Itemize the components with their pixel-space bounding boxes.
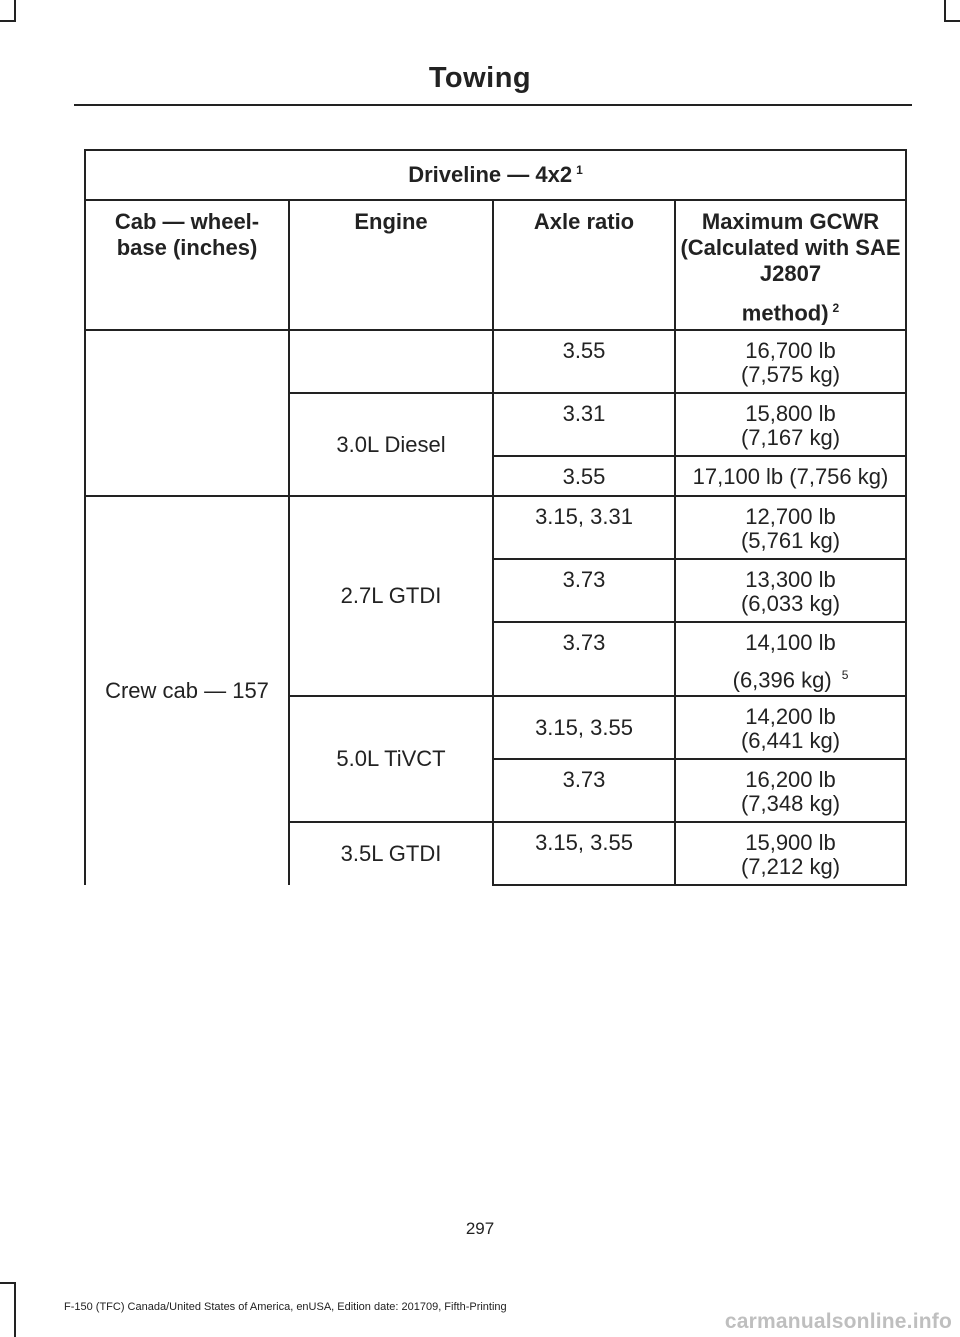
axle-value: 3.55 (562, 464, 606, 489)
gcwr-lb: 14,200 lb (745, 704, 836, 729)
engine-cell (289, 496, 493, 696)
gcwr-kg: (7,212 kg) (740, 854, 841, 879)
gcwr-lb: 15,800 lb (745, 401, 836, 426)
column-header-engine (289, 200, 493, 330)
axle-cell (493, 559, 675, 622)
crop-mark-bottom-left-h (0, 1282, 16, 1284)
axle-cell (493, 822, 675, 885)
title-divider (74, 104, 912, 106)
gcwr-lb: 15,900 lb (745, 830, 836, 855)
engine-value: 3.0L Diesel (336, 431, 446, 457)
column-header-gcwr-method: method) (741, 300, 829, 326)
gcwr-kg: (6,441 kg) (740, 728, 841, 753)
axle-cell (493, 393, 675, 456)
column-header-gcwr (675, 200, 906, 330)
axle-value: 3.15, 3.55 (535, 830, 633, 855)
gcwr-lb: 13,300 lb (745, 567, 836, 592)
axle-cell (493, 696, 675, 759)
gcwr-cell (675, 622, 906, 696)
axle-value: 3.73 (562, 767, 606, 792)
gcwr-lb: 14,100 lb (745, 630, 836, 655)
column-header-engine-text: Engine (354, 209, 428, 234)
crop-mark-top-left-h (0, 20, 16, 22)
axle-value: 3.73 (562, 630, 606, 655)
edition-info: F-150 (TFC) Canada/United States of America, enUSA, Edition date: 201709, Fifth-Printing (64, 1301, 507, 1313)
column-header-cab (85, 200, 289, 330)
gcwr-kg: (7,348 kg) (740, 791, 841, 816)
page-number: 297 (465, 1219, 495, 1238)
table-row (85, 496, 906, 559)
gcwr-cell (675, 456, 906, 496)
column-header-cab-text: Cab — wheel-base (inches) (114, 209, 260, 260)
engine-cell (289, 696, 493, 822)
cab-cell-empty (85, 330, 289, 496)
towing-table (84, 149, 907, 886)
column-header-gcwr-footnote: 2 (832, 301, 840, 315)
axle-cell (493, 496, 675, 559)
axle-cell (493, 759, 675, 822)
gcwr-value: 17,100 lb (7,756 kg) (692, 464, 889, 489)
gcwr-cell (675, 393, 906, 456)
axle-cell (493, 622, 675, 696)
gcwr-lb: 12,700 lb (745, 504, 836, 529)
table-caption-footnote: 1 (576, 162, 583, 177)
gcwr-cell (675, 559, 906, 622)
towing-table-container (84, 149, 905, 886)
engine-cell-empty (289, 330, 493, 393)
engine-cell (289, 393, 493, 496)
crop-mark-top-left (14, 0, 16, 20)
table-row (85, 330, 906, 393)
axle-cell (493, 456, 675, 496)
cab-value: Crew cab — 157 (105, 678, 269, 703)
column-header-gcwr-method-line (676, 295, 905, 326)
table-caption-text: Driveline — 4x2 (408, 162, 573, 187)
crop-mark-top-right (944, 0, 946, 20)
gcwr-cell (675, 759, 906, 822)
axle-value: 3.15, 3.55 (535, 714, 633, 740)
gcwr-kg: (6,033 kg) (740, 591, 841, 616)
column-header-gcwr-text: Maximum GCWR (Calculated with SAE J2807 (680, 209, 901, 286)
gcwr-cell (675, 822, 906, 885)
table-caption (85, 150, 906, 200)
column-header-axle (493, 200, 675, 330)
crop-mark-bottom-left (14, 1282, 16, 1337)
gcwr-kg: (6,396 kg) (732, 667, 832, 693)
gcwr-kg: (7,167 kg) (740, 425, 841, 450)
engine-value: 5.0L TiVCT (336, 746, 446, 771)
gcwr-cell (675, 696, 906, 759)
gcwr-lb: 16,200 lb (745, 767, 836, 792)
gcwr-cell (675, 330, 906, 393)
gcwr-kg-line (676, 663, 905, 692)
crop-mark-top-right-h (944, 20, 960, 22)
gcwr-kg: (7,575 kg) (740, 362, 841, 387)
watermark: carmanualsonline.info (724, 1310, 952, 1333)
axle-value: 3.31 (562, 401, 606, 426)
cab-cell (85, 496, 289, 885)
axle-value: 3.15, 3.31 (535, 504, 633, 529)
gcwr-cell (675, 496, 906, 559)
axle-value: 3.73 (562, 567, 606, 592)
axle-value: 3.55 (562, 338, 606, 363)
gcwr-footnote: 5 (841, 668, 849, 682)
column-header-axle-text: Axle ratio (533, 209, 635, 234)
axle-cell (493, 330, 675, 393)
engine-value: 3.5L GTDI (340, 841, 442, 866)
engine-value: 2.7L GTDI (340, 583, 442, 608)
gcwr-lb: 16,700 lb (745, 338, 836, 363)
page-title: Towing (428, 62, 532, 94)
gcwr-kg: (5,761 kg) (740, 528, 841, 553)
engine-cell (289, 822, 493, 885)
